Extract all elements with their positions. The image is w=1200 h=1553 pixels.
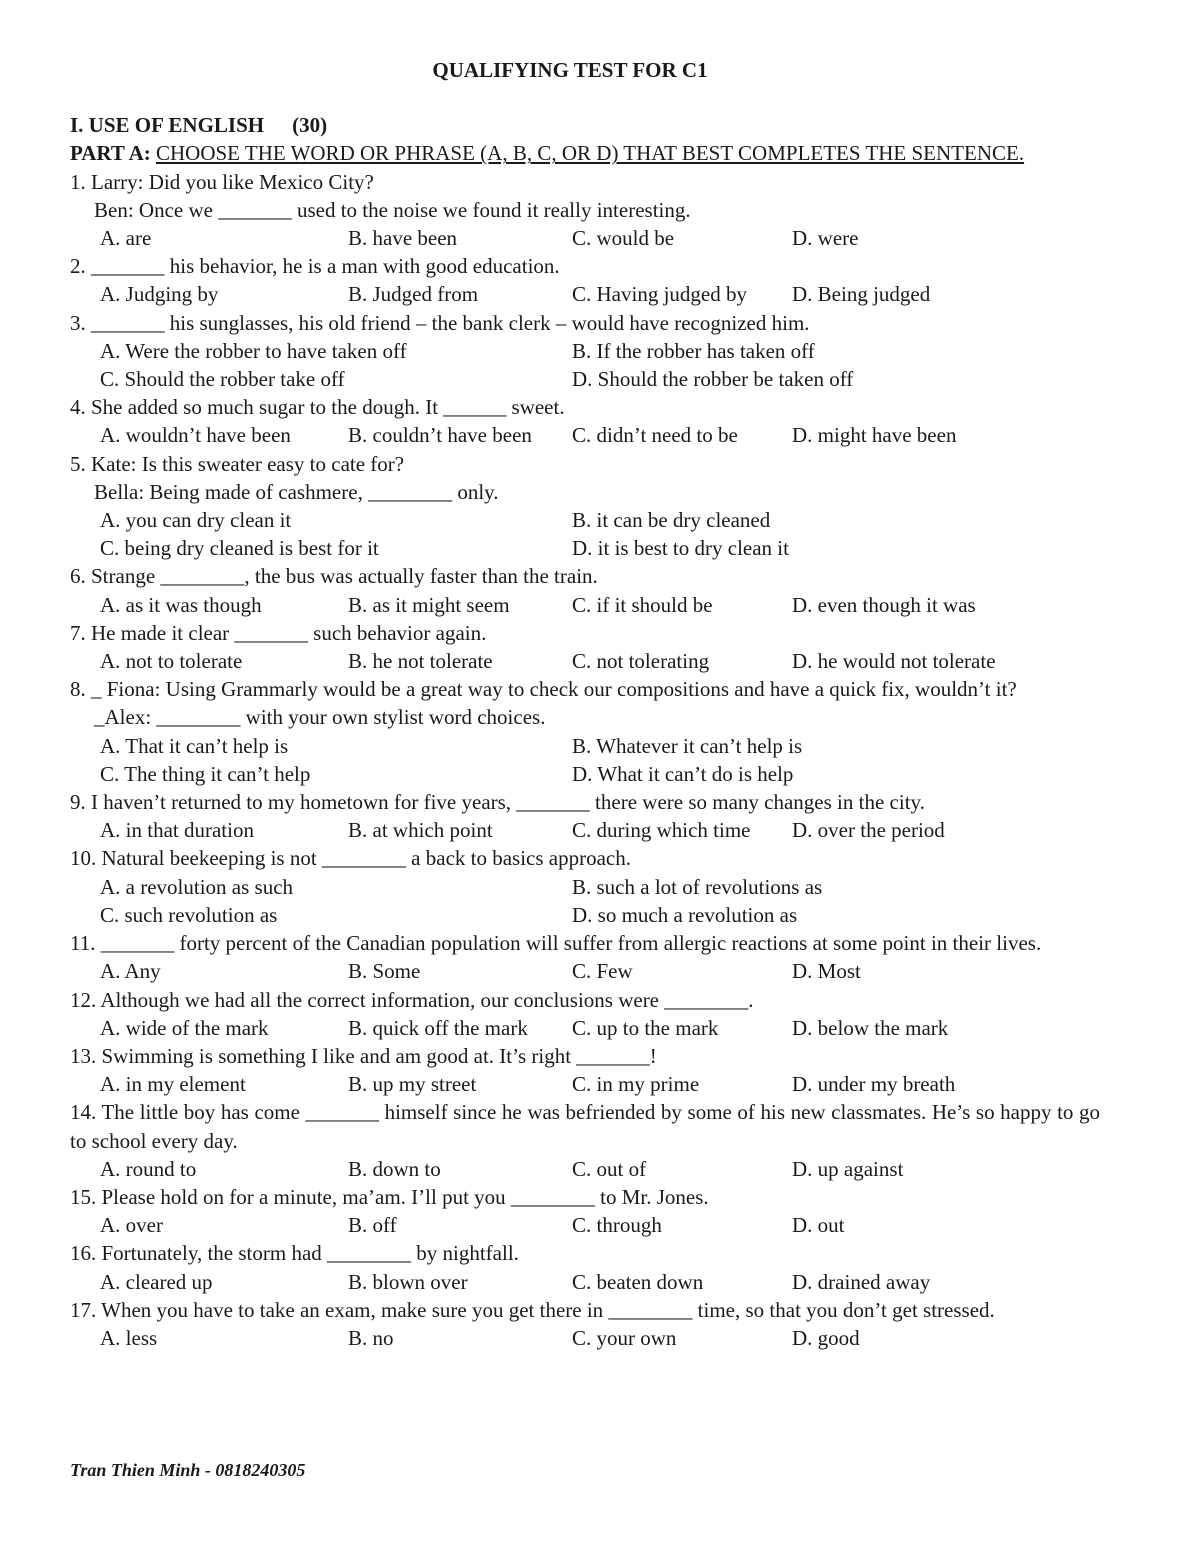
answer-option[interactable]: C. in my prime	[572, 1072, 700, 1097]
answer-option[interactable]: A. cleared up	[100, 1269, 213, 1294]
footer-author: Tran Thien Minh - 0818240305	[70, 1460, 306, 1480]
answer-options-row	[70, 280, 1100, 308]
answer-option[interactable]: C. being dry cleaned is best for it	[100, 536, 379, 561]
answer-option[interactable]: A. in my element	[100, 1072, 246, 1097]
answer-option[interactable]: A. you can dry clean it	[100, 508, 292, 533]
answer-options-row	[70, 1324, 1100, 1352]
answer-option[interactable]: B. no	[348, 1325, 394, 1350]
answer-options-row	[70, 873, 1100, 901]
question-stem: 6. Strange ________, the bus was actually faster than the train.	[70, 564, 598, 589]
question-item	[70, 788, 1100, 844]
answer-options-row	[70, 901, 1100, 929]
answer-option[interactable]: B. off	[348, 1213, 397, 1238]
answer-options-row	[70, 1155, 1100, 1183]
answer-options-row	[70, 534, 1100, 562]
question-stem: 9. I haven’t returned to my hometown for five years, _______ there were so many changes in the city.	[70, 790, 925, 815]
question-stem: 11. _______ forty percent of the Canadian population will suffer from allergic reactions at some point in their lives.	[70, 931, 1042, 956]
question-continuation: Ben: Once we _______ used to the noise we found it really interesting.	[94, 197, 691, 222]
answer-option[interactable]: C. Having judged by	[572, 282, 747, 307]
document-page	[70, 56, 1100, 1352]
answer-option[interactable]: D. up against	[792, 1156, 904, 1181]
answer-option[interactable]: D. were	[792, 226, 859, 251]
answer-option[interactable]: A. less	[100, 1325, 158, 1350]
answer-option[interactable]: B. such a lot of revolutions as	[572, 874, 823, 899]
answer-option[interactable]: B. Some	[348, 959, 421, 984]
answer-option[interactable]: D. Most	[792, 959, 861, 984]
answer-option[interactable]: B. Whatever it can’t help is	[572, 733, 803, 758]
question-item	[70, 986, 1100, 1042]
question-stem: 1. Larry: Did you like Mexico City?	[70, 169, 374, 194]
answer-option[interactable]: D. he would not tolerate	[792, 649, 996, 674]
answer-option[interactable]: D. even though it was	[792, 592, 976, 617]
answer-option[interactable]: D. it is best to dry clean it	[572, 536, 789, 561]
answer-options-row	[70, 224, 1100, 252]
answer-option[interactable]: D. good	[792, 1325, 860, 1350]
answer-option[interactable]: A. as it was though	[100, 592, 262, 617]
answer-options-row	[70, 1211, 1100, 1239]
question-item	[70, 309, 1100, 394]
answer-option[interactable]: C. out of	[572, 1156, 647, 1181]
answer-option[interactable]: B. he not tolerate	[348, 649, 493, 674]
question-item	[70, 675, 1100, 788]
question-item	[70, 252, 1100, 308]
answer-option[interactable]: D. Being judged	[792, 282, 931, 307]
answer-option[interactable]: A. in that duration	[100, 818, 254, 843]
question-continuation: _Alex: ________ with your own stylist word choices.	[94, 705, 546, 730]
question-item	[70, 562, 1100, 618]
answer-option[interactable]: B. it can be dry cleaned	[572, 508, 771, 533]
answer-option[interactable]: A. Any	[100, 959, 161, 984]
part-instruction	[70, 139, 1100, 167]
answer-option[interactable]: D. might have been	[792, 423, 957, 448]
answer-options-row	[70, 957, 1100, 985]
answer-option[interactable]: A. are	[100, 226, 152, 251]
answer-option[interactable]: C. Few	[572, 959, 633, 984]
answer-options-row	[70, 816, 1100, 844]
answer-option[interactable]: C. your own	[572, 1325, 677, 1350]
page-title: QUALIFYING TEST FOR C1	[432, 58, 708, 82]
answer-option[interactable]: B. couldn’t have been	[348, 423, 532, 448]
part-text: CHOOSE THE WORD OR PHRASE (A, B, C, OR D) THAT BEST COMPLETES THE SENTENCE.	[156, 141, 1025, 166]
question-stem: 16. Fortunately, the storm had ________ by nightfall.	[70, 1241, 519, 1266]
answer-option[interactable]: B. down to	[348, 1156, 441, 1181]
question-stem: 3. _______ his sunglasses, his old friend – the bank clerk – would have recognized him.	[70, 310, 810, 335]
answer-option[interactable]: D. out	[792, 1213, 845, 1238]
question-stem: 14. The little boy has come _______ himself since he was befriended by some of his new classmates. He’s so happy to go to school every day.	[70, 1100, 1100, 1153]
question-item	[70, 1296, 1100, 1352]
answer-option[interactable]: C. didn’t need to be	[572, 423, 738, 448]
question-item	[70, 929, 1100, 985]
question-item	[70, 1239, 1100, 1295]
answer-option[interactable]: C. Should the robber take off	[100, 367, 345, 392]
answer-option[interactable]: A. over	[100, 1213, 163, 1238]
answer-options-row	[70, 337, 1100, 365]
question-continuation: Bella: Being made of cashmere, ________ only.	[94, 479, 499, 504]
answer-option[interactable]: B. Judged from	[348, 282, 479, 307]
answer-options-row	[70, 591, 1100, 619]
question-item	[70, 1042, 1100, 1098]
answer-option[interactable]: B. at which point	[348, 818, 493, 843]
question-stem: 12. Although we had all the correct information, our conclusions were ________.	[70, 987, 754, 1012]
answer-option[interactable]: B. If the robber has taken off	[572, 338, 815, 363]
answer-option[interactable]: C. The thing it can’t help	[100, 761, 311, 786]
answer-option[interactable]: C. not tolerating	[572, 649, 710, 674]
answer-option[interactable]: C. beaten down	[572, 1269, 704, 1294]
answer-option[interactable]: D. drained away	[792, 1269, 931, 1294]
answer-options-row	[70, 506, 1100, 534]
question-item	[70, 844, 1100, 929]
section-title: I. USE OF ENGLISH	[70, 113, 265, 138]
answer-option[interactable]: A. Judging by	[100, 282, 219, 307]
answer-option[interactable]: C. through	[572, 1213, 662, 1238]
answer-options-row	[70, 421, 1100, 449]
answer-option[interactable]: A. a revolution as such	[100, 874, 294, 899]
question-item	[70, 450, 1100, 563]
section-heading	[70, 111, 1100, 139]
question-item	[70, 1183, 1100, 1239]
answer-option[interactable]: B. quick off the mark	[348, 1015, 528, 1040]
answer-options-row	[70, 365, 1100, 393]
answer-option[interactable]: C. such revolution as	[100, 902, 278, 927]
answer-options-row	[70, 732, 1100, 760]
question-stem: 2. _______ his behavior, he is a man with good education.	[70, 254, 560, 279]
answer-option[interactable]: A. not to tolerate	[100, 649, 243, 674]
question-item	[70, 168, 1100, 253]
question-stem: 4. She added so much sugar to the dough. It ______ sweet.	[70, 395, 565, 420]
answer-option[interactable]: A. wouldn’t have been	[100, 423, 291, 448]
answer-option[interactable]: B. as it might seem	[348, 592, 510, 617]
answer-option[interactable]: A. Were the robber to have taken off	[100, 338, 407, 363]
question-stem: 15. Please hold on for a minute, ma’am. I’ll put you ________ to Mr. Jones.	[70, 1184, 709, 1209]
question-list	[70, 168, 1100, 1353]
question-stem: 13. Swimming is something I like and am good at. It’s right _______!	[70, 1043, 657, 1068]
part-label: PART A:	[70, 141, 151, 166]
answer-option[interactable]: C. up to the mark	[572, 1015, 719, 1040]
answer-option[interactable]: A. round to	[100, 1156, 197, 1181]
answer-options-row	[70, 1014, 1100, 1042]
question-stem: 8. _ Fiona: Using Grammarly would be a great way to check our compositions and have a quick fix, wouldn’t it?	[70, 677, 1017, 702]
question-stem: 10. Natural beekeeping is not ________ a back to basics approach.	[70, 846, 632, 871]
answer-option[interactable]: B. blown over	[348, 1269, 468, 1294]
answer-option[interactable]: C. would be	[572, 226, 675, 251]
question-item	[70, 393, 1100, 449]
section-score: (30)	[292, 113, 328, 138]
answer-option[interactable]: B. up my street	[348, 1072, 477, 1097]
answer-option[interactable]: D. over the period	[792, 818, 945, 843]
answer-options-row	[70, 1268, 1100, 1296]
answer-option[interactable]: C. during which time	[572, 818, 751, 843]
answer-option[interactable]: A. wide of the mark	[100, 1015, 269, 1040]
answer-options-row	[70, 647, 1100, 675]
question-stem: 17. When you have to take an exam, make sure you get there in ________ time, so that you don’t get stressed.	[70, 1297, 995, 1322]
answer-option[interactable]: D. so much a revolution as	[572, 902, 798, 927]
answer-option[interactable]: A. That it can’t help is	[100, 733, 289, 758]
question-item	[70, 619, 1100, 675]
answer-options-row	[70, 1070, 1100, 1098]
answer-option[interactable]: D. What it can’t do is help	[572, 761, 794, 786]
answer-options-row	[70, 760, 1100, 788]
answer-option[interactable]: D. Should the robber be taken off	[572, 367, 854, 392]
answer-option[interactable]: B. have been	[348, 226, 458, 251]
answer-option[interactable]: D. under my breath	[792, 1072, 956, 1097]
answer-option[interactable]: D. below the mark	[792, 1015, 949, 1040]
answer-option[interactable]: C. if it should be	[572, 592, 713, 617]
question-stem: 5. Kate: Is this sweater easy to cate for?	[70, 451, 405, 476]
question-stem: 7. He made it clear _______ such behavior again.	[70, 620, 487, 645]
question-item	[70, 1098, 1100, 1183]
